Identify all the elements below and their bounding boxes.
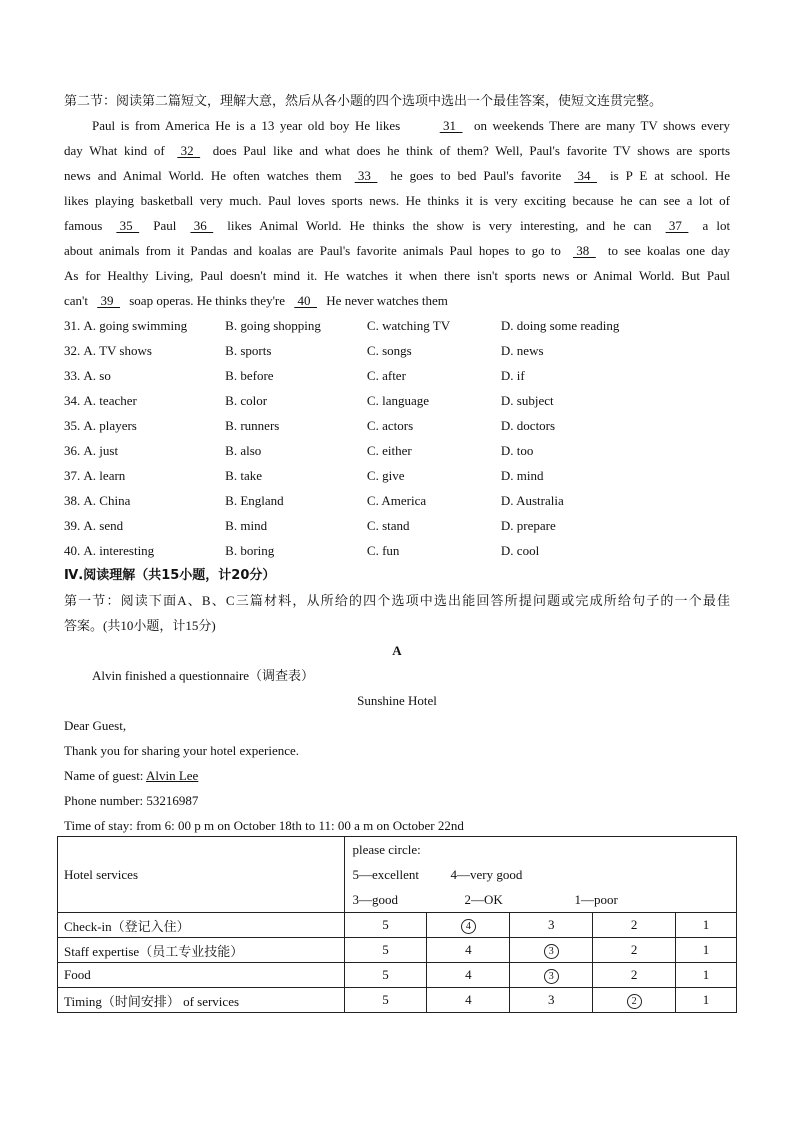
answer-option[interactable]: B. England: [225, 493, 284, 508]
passage-text: news and Animal World. He often watches them: [64, 168, 342, 183]
question-row: [64, 513, 730, 538]
answer-blank: 39: [97, 293, 120, 308]
service-name: Check-in（登记入住）: [58, 913, 345, 938]
score-value: 4: [465, 967, 472, 982]
question-row: [64, 488, 730, 513]
circled-score: 3: [544, 944, 559, 959]
score-cell[interactable]: [427, 938, 510, 963]
answer-option[interactable]: D. mind: [500, 468, 544, 483]
score-cell[interactable]: [344, 938, 427, 963]
passage-intro: Alvin finished a questionnaire（调查表）: [92, 668, 315, 683]
score-cell[interactable]: [510, 988, 593, 1013]
question-number: 38.: [64, 493, 81, 508]
answer-option[interactable]: D. too: [500, 443, 534, 458]
legend-line-2: 5—excellent 4—very good: [352, 867, 523, 882]
table-row: [58, 913, 737, 938]
stay-line: Time of stay: from 6: 00 p m on October 18th to 11: 00 a m on October 22nd: [64, 818, 464, 833]
legend-line-1: please circle:: [352, 842, 421, 857]
passage-text: about animals from it Pandas and koalas are Paul's favorite animals Paul hopes to go to: [64, 243, 561, 258]
passage-text: likes playing basketball very much. Paul loves sports news. He thinks it is very exciting because he can see a lot of: [64, 193, 730, 208]
answer-option[interactable]: A. so: [83, 368, 111, 383]
question-number: 39.: [64, 518, 81, 533]
score-cell[interactable]: [344, 963, 427, 988]
answer-option[interactable]: A. going swimming: [83, 318, 188, 333]
passage-text: famous: [64, 218, 103, 233]
answer-option[interactable]: B. going shopping: [225, 318, 321, 333]
score-cell[interactable]: [344, 913, 427, 938]
score-cell[interactable]: [676, 988, 737, 1013]
answer-option[interactable]: C. fun: [366, 543, 400, 558]
question-number: 36.: [64, 443, 81, 458]
answer-option[interactable]: D. if: [500, 368, 525, 383]
answer-option[interactable]: C. after: [366, 368, 406, 383]
score-cell[interactable]: [427, 988, 510, 1013]
passage-line: [64, 163, 730, 188]
question-row: [64, 313, 730, 338]
answer-blank: 34: [574, 168, 597, 183]
passage-text: As for Healthy Living, Paul doesn't mind it. He watches it when there isn't sports news or Animal World. But Paul: [64, 268, 730, 283]
question-number: 35.: [64, 418, 81, 433]
question-row: [64, 463, 730, 488]
answer-option[interactable]: B. runners: [225, 418, 280, 433]
passage-line: [64, 138, 730, 163]
score-cell[interactable]: [676, 913, 737, 938]
passage-text: Paul is from America He is a 13 year old boy He likes: [92, 118, 401, 133]
score-value: 1: [702, 942, 710, 957]
score-value: 1: [702, 967, 710, 982]
answer-option[interactable]: C. watching TV: [366, 318, 451, 333]
score-value: 3: [547, 917, 555, 932]
guest-name-line: [64, 763, 730, 788]
passage-line: [64, 263, 730, 288]
question-row: [64, 363, 730, 388]
score-value: 2: [630, 942, 638, 957]
answer-blank: 40: [294, 293, 318, 308]
passage-text: He never watches them: [326, 293, 448, 308]
answer-option[interactable]: D. doing some reading: [500, 318, 620, 333]
question-number: 40.: [64, 543, 81, 558]
exam-page: [64, 88, 730, 838]
hotel-name: Sunshine Hotel: [357, 693, 437, 708]
answer-option[interactable]: B. sports: [225, 343, 272, 358]
question-row: [64, 438, 730, 463]
circled-score: 4: [461, 919, 476, 934]
answer-option[interactable]: B. take: [225, 468, 262, 483]
answer-option[interactable]: C. America: [366, 493, 427, 508]
answer-option[interactable]: D. prepare: [500, 518, 556, 533]
service-name: Timing（时间安排） of services: [58, 988, 345, 1013]
answer-option[interactable]: B. boring: [225, 543, 275, 558]
table-row: [58, 988, 737, 1013]
answer-blank: 32: [177, 143, 201, 158]
answer-blank: 35: [116, 218, 140, 233]
answer-option[interactable]: C. language: [366, 393, 430, 408]
score-value: 2: [630, 967, 638, 982]
answer-option[interactable]: C. either: [366, 443, 412, 458]
answer-option[interactable]: D. cool: [500, 543, 540, 558]
passage-text: he goes to bed Paul's favorite: [390, 168, 562, 183]
header-label-cell: Hotel services: [58, 837, 345, 913]
phone-line: Phone number: 53216987: [64, 793, 199, 808]
circled-score: 2: [627, 994, 642, 1009]
score-cell[interactable]: [427, 913, 510, 938]
score-cell[interactable]: [593, 988, 676, 1013]
reading-instruction-2: 答案。(共10小题，计15分): [64, 618, 216, 633]
cloze-instruction: 第二节：阅读第二篇短文，理解大意，然后从各小题的四个选项中选出一个最佳答案，使短文连贯完整。: [64, 93, 663, 108]
score-cell[interactable]: [510, 963, 593, 988]
passage-text: can't: [64, 293, 88, 308]
guest-name-value: Alvin Lee: [145, 768, 199, 783]
greeting: Dear Guest,: [64, 718, 127, 733]
answer-option[interactable]: D. Australia: [500, 493, 564, 508]
question-number: 37.: [64, 468, 81, 483]
passage-text: to see koalas one day: [607, 243, 731, 258]
answer-option[interactable]: A. China: [83, 493, 131, 508]
answer-option[interactable]: A. learn: [83, 468, 126, 483]
answer-option[interactable]: B. mind: [225, 518, 268, 533]
answer-option[interactable]: C. songs: [366, 343, 412, 358]
score-cell[interactable]: [510, 913, 593, 938]
answer-option[interactable]: D. doctors: [500, 418, 556, 433]
passage-line: [64, 288, 730, 313]
answer-blank: 31: [439, 118, 463, 133]
answer-blank: 37: [665, 218, 689, 233]
question-row: [64, 388, 730, 413]
answer-blank: 36: [190, 218, 214, 233]
question-number: 34.: [64, 393, 81, 408]
score-cell[interactable]: [510, 938, 593, 963]
answer-blank: 33: [354, 168, 378, 183]
passage-text: on weekends There are many TV shows every: [474, 118, 730, 133]
passage-text: likes Animal World. He thinks the show is very interesting, and he can: [227, 218, 652, 233]
table-row: [58, 938, 737, 963]
legend-cell: [344, 837, 736, 913]
answer-option[interactable]: A. players: [83, 418, 137, 433]
score-cell[interactable]: [593, 913, 676, 938]
score-value: 4: [465, 992, 472, 1007]
passage-text: does Paul like and what does he think of them? Well, Paul's favorite TV shows are sports: [212, 143, 731, 158]
thanks-text: Thank you for sharing your hotel experience.: [64, 743, 300, 758]
question-number: 31.: [64, 318, 81, 333]
score-cell[interactable]: [344, 988, 427, 1013]
passage-text: a lot: [702, 218, 731, 233]
passage-line: [64, 188, 730, 213]
answer-option[interactable]: B. also: [225, 443, 262, 458]
table-row: [58, 963, 737, 988]
answer-option[interactable]: A. teacher: [83, 393, 137, 408]
question-number: 33.: [64, 368, 81, 383]
reading-instruction-1: 第一节：阅读下面A、B、C三篇材料，从所给的四个选项中选出能回答所提问题或完成所给句子的一个最佳: [64, 593, 730, 608]
passage-text: soap operas. He thinks they're: [129, 293, 286, 308]
answer-blank: 38: [573, 243, 596, 258]
score-value: 3: [547, 992, 555, 1007]
table-header-row: [58, 837, 737, 913]
score-cell[interactable]: [676, 938, 737, 963]
score-cell[interactable]: [593, 938, 676, 963]
score-cell[interactable]: [593, 963, 676, 988]
answer-option[interactable]: C. actors: [366, 418, 414, 433]
guest-name-label: Name of guest:: [64, 768, 146, 783]
answer-option[interactable]: A. TV shows: [83, 343, 152, 358]
score-value: 1: [702, 917, 710, 932]
passage-line: [64, 213, 730, 238]
score-value: 4: [465, 942, 472, 957]
passage-label: A: [392, 643, 402, 658]
score-value: 5: [382, 967, 389, 982]
question-row: [64, 538, 730, 563]
section-title: Ⅳ.阅读理解（共15小题，计20分）: [64, 568, 276, 583]
passage-line: [64, 238, 730, 263]
passage-line: [64, 113, 730, 138]
passage-text: day What kind of: [64, 143, 165, 158]
score-value: 5: [382, 942, 389, 957]
answer-option[interactable]: D. subject: [500, 393, 554, 408]
score-cell[interactable]: [676, 963, 737, 988]
passage-text: is P E at school. He: [610, 168, 731, 183]
answer-option[interactable]: B. color: [225, 393, 268, 408]
service-name: Staff expertise（员工专业技能）: [58, 938, 345, 963]
answer-option[interactable]: B. before: [225, 368, 274, 383]
score-value: 1: [702, 992, 710, 1007]
score-cell[interactable]: [427, 963, 510, 988]
passage-text: Paul: [153, 218, 177, 233]
answer-option[interactable]: A. just: [83, 443, 119, 458]
question-row: [64, 338, 730, 363]
answer-option[interactable]: A. interesting: [83, 543, 155, 558]
question-row: [64, 413, 730, 438]
answer-option[interactable]: C. give: [366, 468, 405, 483]
answer-option[interactable]: C. stand: [366, 518, 410, 533]
question-number: 32.: [64, 343, 81, 358]
answer-option[interactable]: D. news: [500, 343, 544, 358]
score-value: 5: [382, 992, 389, 1007]
service-name: Food: [58, 963, 345, 988]
score-value: 2: [630, 917, 638, 932]
legend-line-3: 3—good 2—OK 1—poor: [352, 892, 618, 907]
circled-score: 3: [544, 969, 559, 984]
services-table: [57, 836, 737, 1013]
question-list: [64, 313, 730, 563]
score-value: 5: [382, 917, 389, 932]
cloze-passage: [64, 113, 730, 313]
answer-option[interactable]: A. send: [83, 518, 124, 533]
